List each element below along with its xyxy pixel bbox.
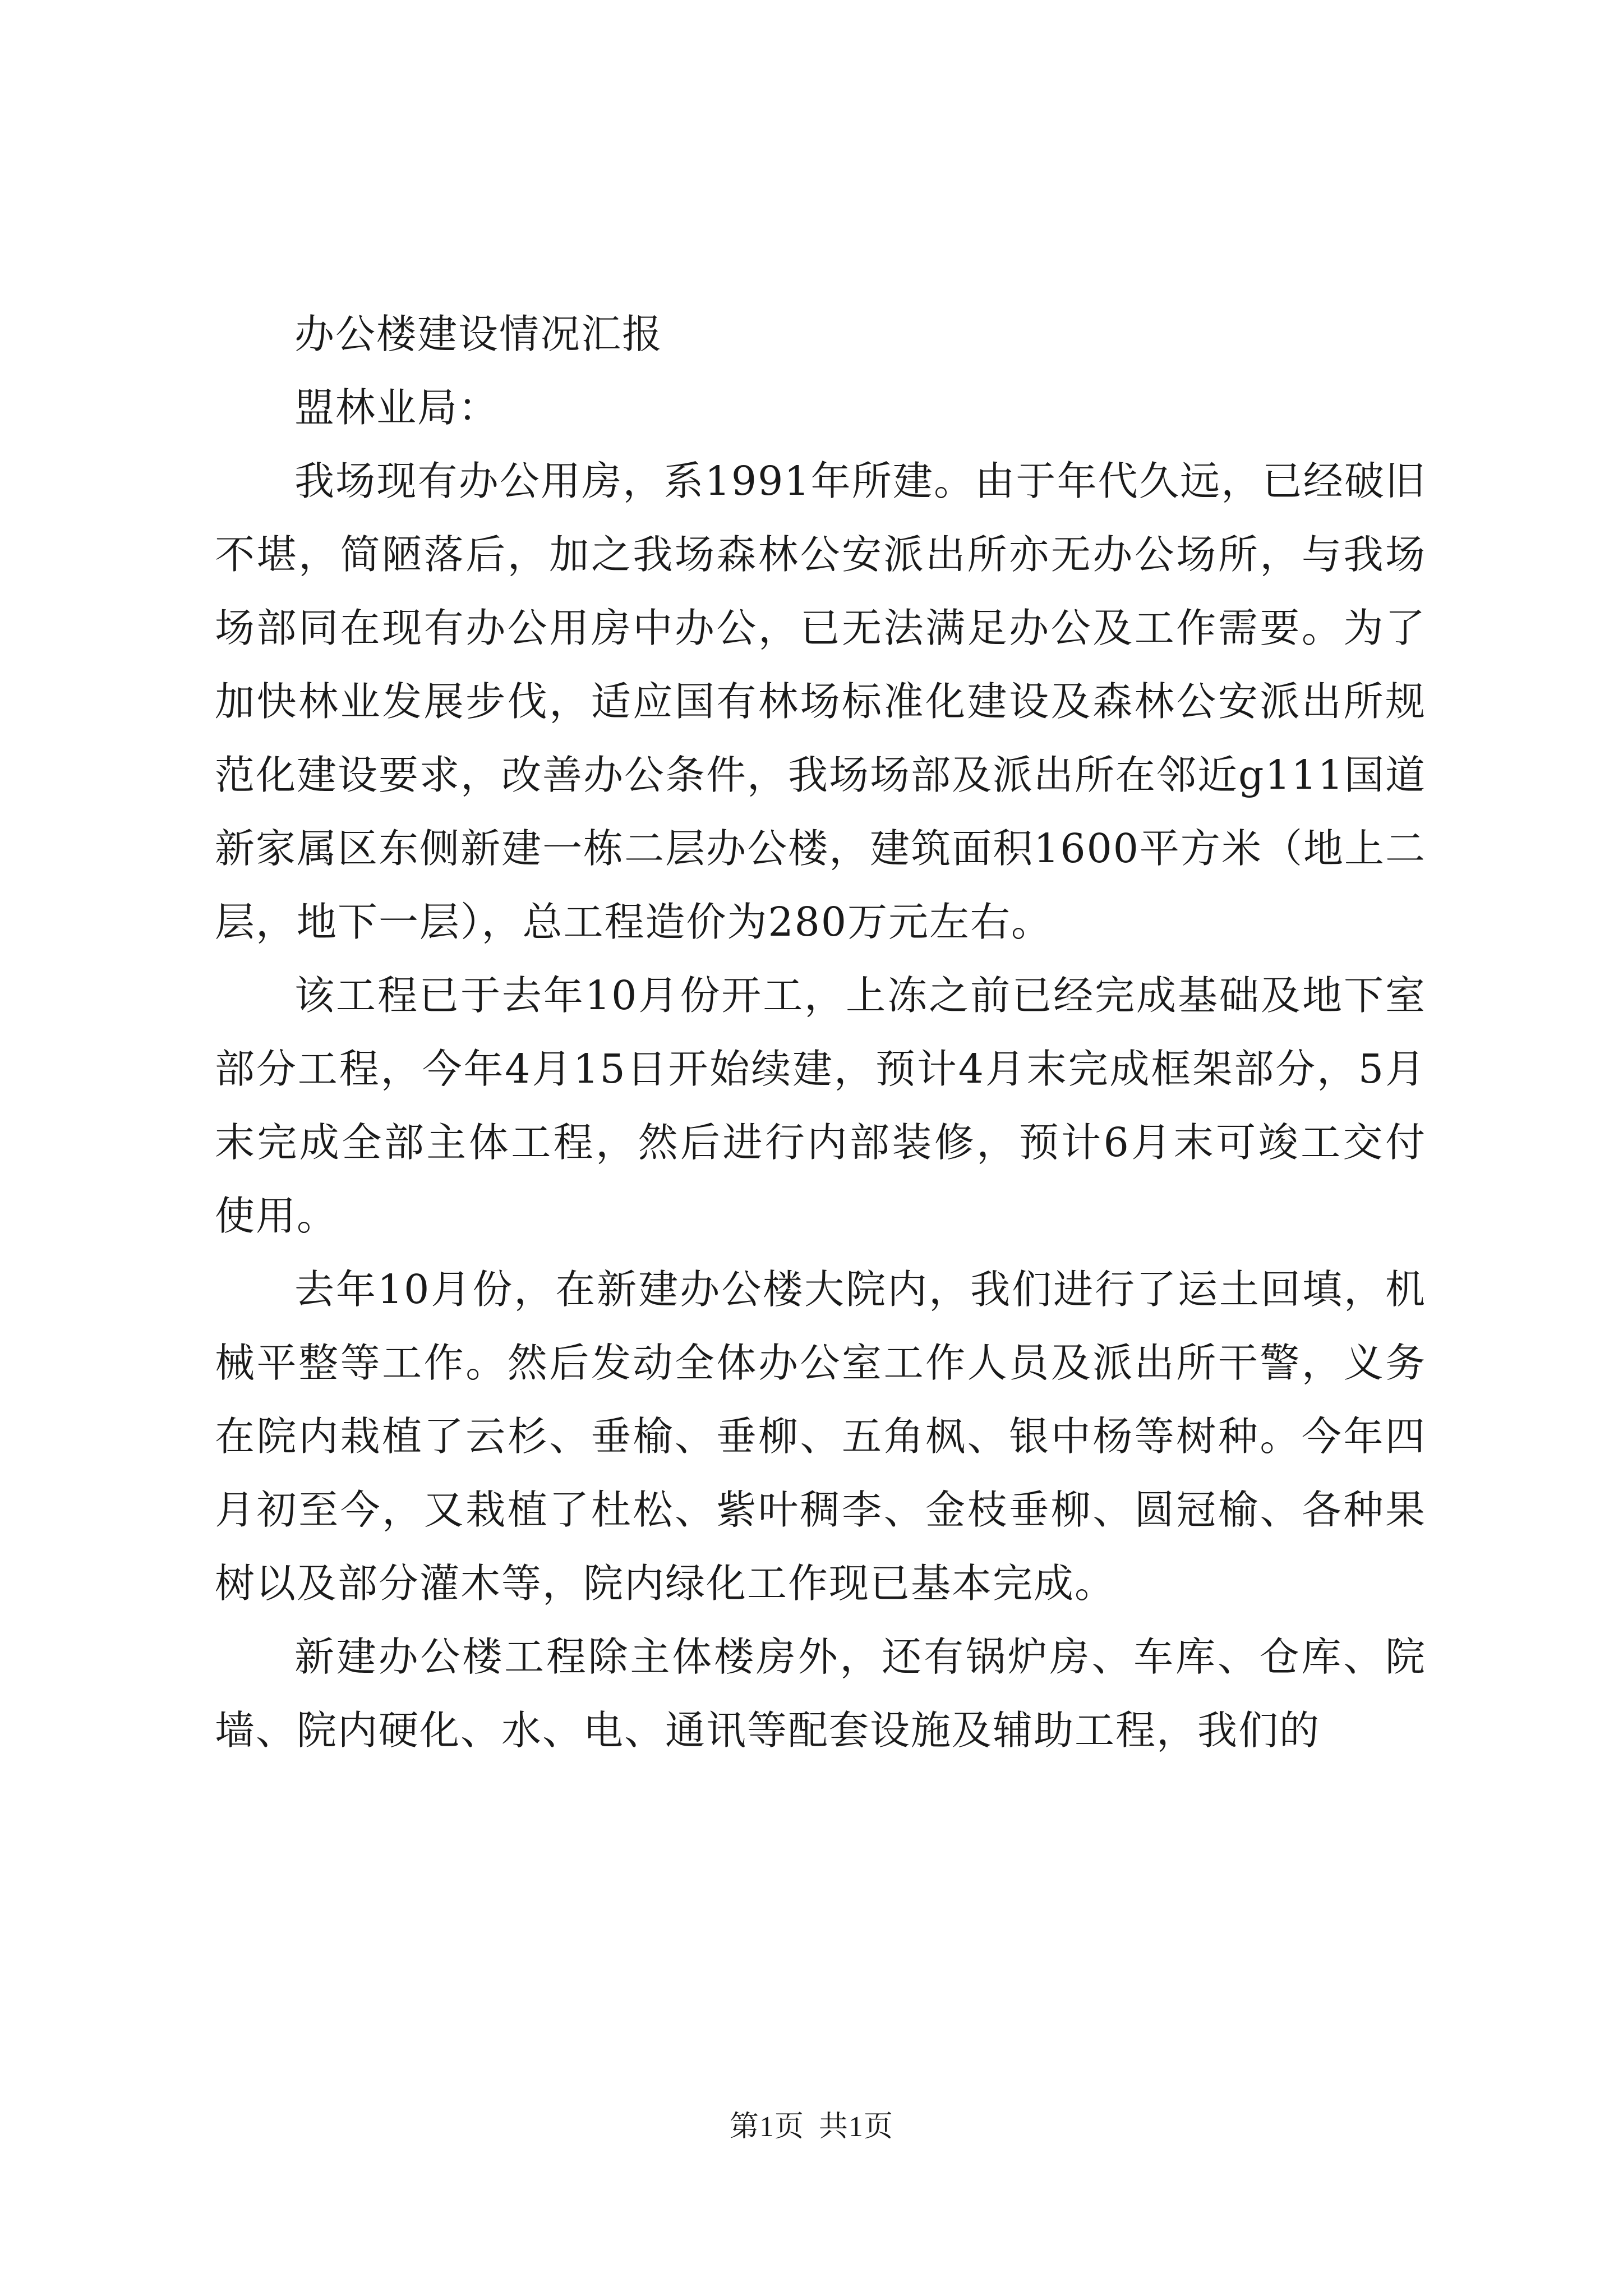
document-body: [215, 297, 1426, 1767]
page-number: 第1页: [729, 2111, 804, 2143]
document-title: 办公楼建设情况汇报: [294, 311, 663, 357]
paragraph-3: 去年10月份，在新建办公楼大院内，我们进行了运土回填，机械平整等工作。然后发动全体办公室工作人员及派出所干警，义务在院内栽植了云杉、垂榆、垂柳、五角枫、银中杨等树种。今年四月初至今，又栽植了杜松、紫叶稠李、金枝垂柳、圆冠榆、各种果树以及部分灌木等，院内绿化工作现已基本完成。: [215, 1266, 1426, 1607]
salutation: 盟林业局：: [294, 384, 500, 431]
paragraph-4: 新建办公楼工程除主体楼房外，还有锅炉房、车库、仓库、院墙、院内硬化、水、电、通讯等配套设施及辅助工程，我们的: [215, 1634, 1426, 1754]
paragraph-1: 我场现有办公用房，系1991年所建。由于年代久远，已经破旧不堪，简陋落后，加之我场森林公安派出所亦无办公场所，与我场场部同在现有办公用房中办公，已无法满足办公及工作需要。为了加快林业发展步伐，适应国有林场标准化建设及森林公安派出所规范化建设要求，改善办公条件，我场场部及派出所在邻近g111国道新家属区东侧新建一栋二层办公楼，建筑面积1600平方米（地上二层，地下一层），总工程造价为280万元左右。: [215, 458, 1426, 945]
paragraph-2: 该工程已于去年10月份开工，上冻之前已经完成基础及地下室部分工程，今年4月15日开始续建，预计4月末完成框架部分，5月末完成全部主体工程，然后进行内部装修，预计6月末可竣工交付使用。: [215, 972, 1426, 1239]
page-total: 共1页: [819, 2111, 894, 2143]
page-footer: [0, 2102, 1623, 2145]
